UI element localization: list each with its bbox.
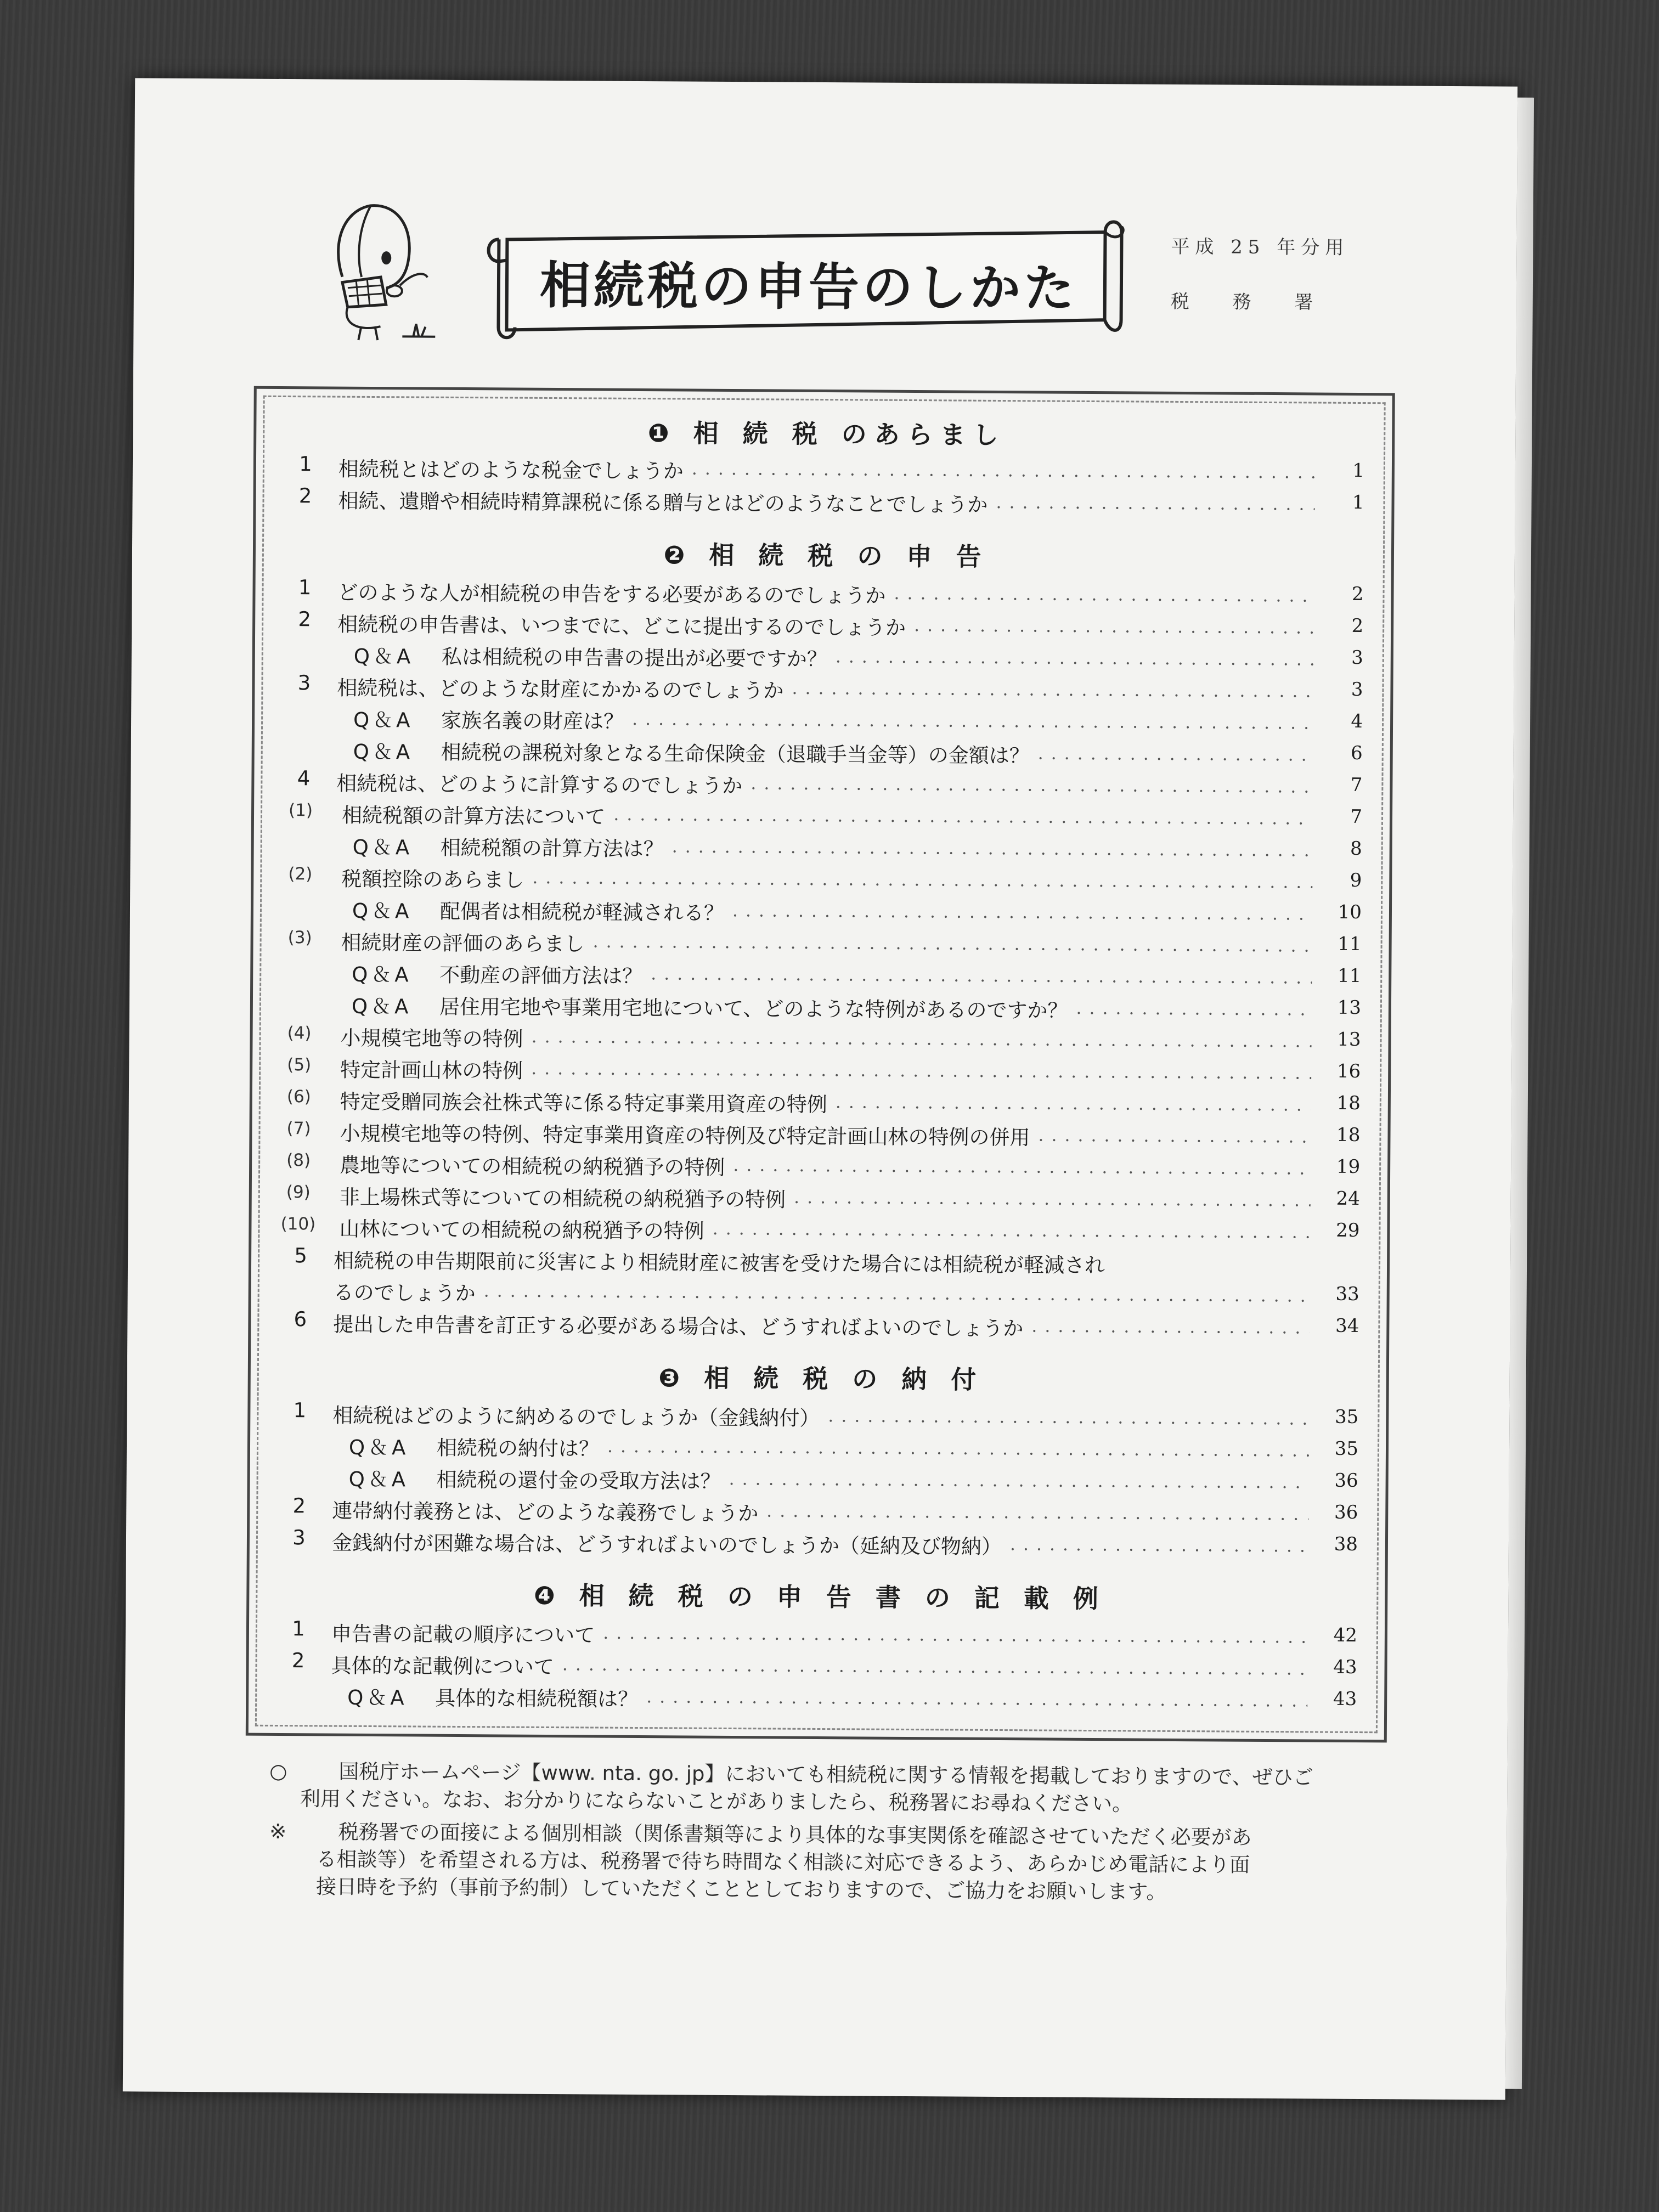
toc-row: Q＆A 相続税の還付金の受取方法は？ ・・・・・・・・・・・・・・・・・・・・・・・・・・・・・・・・・・・・・・・・・・・・・・・・・・・・・・・・・・・・・・・・・・・・・・・・・・・・・・・・・・・・・・・・ 36 <box>283 1462 1358 1500</box>
toc-row: 2 具体的な記載例について ・・・・・・・・・・・・・・・・・・・・・・・・・・・・・・・・・・・・・・・・・・・・・・・・・・・・・・・・・・・・・・・・・・・・・・・・・・・・・・・・・・・・・・・・ 43 <box>281 1649 1357 1687</box>
section-heading-4: ❹ 相 続 税 の 申 告 書 の 記 載 例 <box>533 1580 1107 1614</box>
toc-row: 5 相続税の申告期限前に災害により相続財産に被害を受けた場合には相続税が軽減され <box>294 1244 1105 1278</box>
toc-row: Q＆A 私は相続税の申告書の提出が必要ですか？ ・・・・・・・・・・・・・・・・・・・・・・・・・・・・・・・・・・・・・・・・・・・・・・・・・・・・・・・・・・・・・・・・・・・・・・・・・・・・・・・・・・・・・・・・ 3 <box>288 639 1363 678</box>
toc-row: (7) 小規模宅地等の特例、特定事業用資産の特例及び特定計画山林の特例の併用 ・・・・・・・・・・・・・・・・・・・・・・・・・・・・・・・・・・・・・・・・・・・・・・・・・・・・・・・・・・・・・・・・・・・・・・・・・・・・・・・・・・・・・・・・ 18 <box>285 1116 1360 1155</box>
toc-row: Q＆A 配偶者は相続税が軽減される？ ・・・・・・・・・・・・・・・・・・・・・・・・・・・・・・・・・・・・・・・・・・・・・・・・・・・・・・・・・・・・・・・・・・・・・・・・・・・・・・・・・・・・・・・・ 10 <box>286 894 1362 932</box>
office-label: 税 務 署 <box>1170 290 1332 314</box>
toc-row: (10) 山林についての相続税の納税猶予の特例 ・・・・・・・・・・・・・・・・・・・・・・・・・・・・・・・・・・・・・・・・・・・・・・・・・・・・・・・・・・・・・・・・・・・・・・・・・・・・・・・・・・・・・・・・ 29 <box>284 1212 1359 1250</box>
toc-row: (3) 相続財産の評価のあらまし ・・・・・・・・・・・・・・・・・・・・・・・・・・・・・・・・・・・・・・・・・・・・・・・・・・・・・・・・・・・・・・・・・・・・・・・・・・・・・・・・・・・・・・・・ 11 <box>286 926 1361 964</box>
toc-row: 2 連帯納付義務とは、どのような義務でしょうか ・・・・・・・・・・・・・・・・・・・・・・・・・・・・・・・・・・・・・・・・・・・・・・・・・・・・・・・・・・・・・・・・・・・・・・・・・・・・・・・・・・・・・・・・ 36 <box>283 1494 1358 1532</box>
table-of-contents <box>246 386 1395 1743</box>
note-consultation: ※ 税務署での面接による個別相談（関係書類等により具体的な事実関係を確認させていただく必要があ る相談等）を希望される方は、税務署で待ち時間なく相談に対応できるよう、あらかじめ電話により面 接日時を予約（事前予約制）していただくこととしておりますので、ご協力をお願いします。 <box>269 1819 1252 1904</box>
toc-row: 4 相続税は、どのように計算するのでしょうか ・・・・・・・・・・・・・・・・・・・・・・・・・・・・・・・・・・・・・・・・・・・・・・・・・・・・・・・・・・・・・・・・・・・・・・・・・・・・・・・・・・・・・・・・ 7 <box>287 766 1362 805</box>
toc-row: 2 相続税の申告書は、いつまでに、どこに提出するのでしょうか ・・・・・・・・・・・・・・・・・・・・・・・・・・・・・・・・・・・・・・・・・・・・・・・・・・・・・・・・・・・・・・・・・・・・・・・・・・・・・・・・・・・・・・・・ 2 <box>288 607 1363 646</box>
toc-row: (4) 小規模宅地等の特例 ・・・・・・・・・・・・・・・・・・・・・・・・・・・・・・・・・・・・・・・・・・・・・・・・・・・・・・・・・・・・・・・・・・・・・・・・・・・・・・・・・・・・・・・・ 13 <box>285 1021 1361 1059</box>
section-heading-2: ❷ 相 続 税 の 申 告 <box>663 540 989 572</box>
toc-row: 6 提出した申告書を訂正する必要がある場合は、どうすればよいのでしょうか ・・・・・・・・・・・・・・・・・・・・・・・・・・・・・・・・・・・・・・・・・・・・・・・・・・・・・・・・・・・・・・・・・・・・・・・・・・・・・・・・・・・・・・・・ 34 <box>284 1307 1359 1346</box>
toc-row: (6) 特定受贈同族会社株式等に係る特定事業用資産の特例 ・・・・・・・・・・・・・・・・・・・・・・・・・・・・・・・・・・・・・・・・・・・・・・・・・・・・・・・・・・・・・・・・・・・・・・・・・・・・・・・・・・・・・・・・ 18 <box>285 1085 1361 1123</box>
toc-row: 3 金銭納付が困難な場合は、どうすればよいのでしょうか（延納及び物納） ・・・・・・・・・・・・・・・・・・・・・・・・・・・・・・・・・・・・・・・・・・・・・・・・・・・・・・・・・・・・・・・・・・・・・・・・・・・・・・・・・・・・・・・・ 38 <box>283 1526 1358 1564</box>
toc-row: 2 相続、遺贈や相続時精算課税に係る贈与とはどのようなことでしょうか ・・・・・・・・・・・・・・・・・・・・・・・・・・・・・・・・・・・・・・・・・・・・・・・・・・・・・・・・・・・・・・・・・・・・・・・・・・・・・・・・・・・・・・・・ 1 <box>289 484 1364 522</box>
toc-row: Q＆A 具体的な相続税額は？ ・・・・・・・・・・・・・・・・・・・・・・・・・・・・・・・・・・・・・・・・・・・・・・・・・・・・・・・・・・・・・・・・・・・・・・・・・・・・・・・・・・・・・・・・ 43 <box>281 1680 1357 1719</box>
document-page <box>123 78 1517 2100</box>
toc-row: 1 どのような人が相続税の申告をする必要があるのでしょうか ・・・・・・・・・・・・・・・・・・・・・・・・・・・・・・・・・・・・・・・・・・・・・・・・・・・・・・・・・・・・・・・・・・・・・・・・・・・・・・・・・・・・・・・・ 2 <box>288 575 1363 614</box>
toc-row: Q＆A 居住用宅地や事業用宅地について、どのような特例があるのですか？ ・・・・・・・・・・・・・・・・・・・・・・・・・・・・・・・・・・・・・・・・・・・・・・・・・・・・・・・・・・・・・・・・・・・・・・・・・・・・・・・・・・・・・・・・ 13 <box>286 989 1361 1028</box>
toc-row: Q＆A 相続税の納付は？ ・・・・・・・・・・・・・・・・・・・・・・・・・・・・・・・・・・・・・・・・・・・・・・・・・・・・・・・・・・・・・・・・・・・・・・・・・・・・・・・・・・・・・・・・ 35 <box>283 1430 1358 1469</box>
toc-row: 1 申告書の記載の順序について ・・・・・・・・・・・・・・・・・・・・・・・・・・・・・・・・・・・・・・・・・・・・・・・・・・・・・・・・・・・・・・・・・・・・・・・・・・・・・・・・・・・・・・・・ 42 <box>282 1617 1357 1655</box>
toc-row: Q＆A 家族名義の財産は？ ・・・・・・・・・・・・・・・・・・・・・・・・・・・・・・・・・・・・・・・・・・・・・・・・・・・・・・・・・・・・・・・・・・・・・・・・・・・・・・・・・・・・・・・・ 4 <box>287 703 1363 741</box>
page-title: 相続税の申告のしかた <box>539 256 1078 318</box>
toc-row: Q＆A 不動産の評価方法は？ ・・・・・・・・・・・・・・・・・・・・・・・・・・・・・・・・・・・・・・・・・・・・・・・・・・・・・・・・・・・・・・・・・・・・・・・・・・・・・・・・・・・・・・・・ 11 <box>286 957 1361 996</box>
toc-row: (8) 農地等についての相続税の納税猶予の特例 ・・・・・・・・・・・・・・・・・・・・・・・・・・・・・・・・・・・・・・・・・・・・・・・・・・・・・・・・・・・・・・・・・・・・・・・・・・・・・・・・・・・・・・・・ 19 <box>285 1148 1360 1187</box>
toc-row: るのでしょうか ・・・・・・・・・・・・・・・・・・・・・・・・・・・・・・・・・・・・・・・・・・・・・・・・・・・・・・・・・・・・・・・・・・・・・・・・・・・・・・・・・・・・・・・・ 33 <box>284 1276 1359 1314</box>
year-label: 平成 25 年分用 <box>1171 235 1350 259</box>
section-heading-3: ❸ 相 続 税 の 納 付 <box>658 1363 984 1395</box>
toc-row: 1 相続税はどのように納めるのでしょうか（金銭納付） ・・・・・・・・・・・・・・・・・・・・・・・・・・・・・・・・・・・・・・・・・・・・・・・・・・・・・・・・・・・・・・・・・・・・・・・・・・・・・・・・・・・・・・・・ 35 <box>283 1398 1358 1437</box>
section-heading-1: ❶ 相 続 税 のあらまし <box>647 418 1006 450</box>
toc-row: 1 相続税とはどのような税金でしょうか ・・・・・・・・・・・・・・・・・・・・・・・・・・・・・・・・・・・・・・・・・・・・・・・・・・・・・・・・・・・・・・・・・・・・・・・・・・・・・・・・・・・・・・・・ 1 <box>289 452 1364 490</box>
toc-row: 3 相続税は、どのような財産にかかるのでしょうか ・・・・・・・・・・・・・・・・・・・・・・・・・・・・・・・・・・・・・・・・・・・・・・・・・・・・・・・・・・・・・・・・・・・・・・・・・・・・・・・・・・・・・・・・ 3 <box>287 671 1363 709</box>
toc-row: (5) 特定計画山林の特例 ・・・・・・・・・・・・・・・・・・・・・・・・・・・・・・・・・・・・・・・・・・・・・・・・・・・・・・・・・・・・・・・・・・・・・・・・・・・・・・・・・・・・・・・・ 16 <box>285 1053 1361 1091</box>
mascot-illustration <box>309 194 436 343</box>
note-homepage: ○ 国税庁ホームページ【www. nta. go. jp】においても相続税に関する情報を掲載しておりますので、ぜひご 利用ください。なお、お分かりにならないことがありましたら、税務署にお尋ねください。 <box>269 1759 1313 1816</box>
toc-row: (2) 税額控除のあらまし ・・・・・・・・・・・・・・・・・・・・・・・・・・・・・・・・・・・・・・・・・・・・・・・・・・・・・・・・・・・・・・・・・・・・・・・・・・・・・・・・・・・・・・・・ 9 <box>286 862 1362 900</box>
toc-row: Q＆A 相続税額の計算方法は？ ・・・・・・・・・・・・・・・・・・・・・・・・・・・・・・・・・・・・・・・・・・・・・・・・・・・・・・・・・・・・・・・・・・・・・・・・・・・・・・・・・・・・・・・・ 8 <box>287 830 1362 868</box>
toc-row: (1) 相続税額の計算方法について ・・・・・・・・・・・・・・・・・・・・・・・・・・・・・・・・・・・・・・・・・・・・・・・・・・・・・・・・・・・・・・・・・・・・・・・・・・・・・・・・・・・・・・・・ 7 <box>287 798 1362 837</box>
toc-row: (9) 非上場株式等についての相続税の納税猶予の特例 ・・・・・・・・・・・・・・・・・・・・・・・・・・・・・・・・・・・・・・・・・・・・・・・・・・・・・・・・・・・・・・・・・・・・・・・・・・・・・・・・・・・・・・・・ 24 <box>285 1180 1360 1218</box>
toc-row: Q＆A 相続税の課税対象となる生命保険金（退職手当金等）の金額は？ ・・・・・・・・・・・・・・・・・・・・・・・・・・・・・・・・・・・・・・・・・・・・・・・・・・・・・・・・・・・・・・・・・・・・・・・・・・・・・・・・・・・・・・・・ 6 <box>287 735 1363 773</box>
